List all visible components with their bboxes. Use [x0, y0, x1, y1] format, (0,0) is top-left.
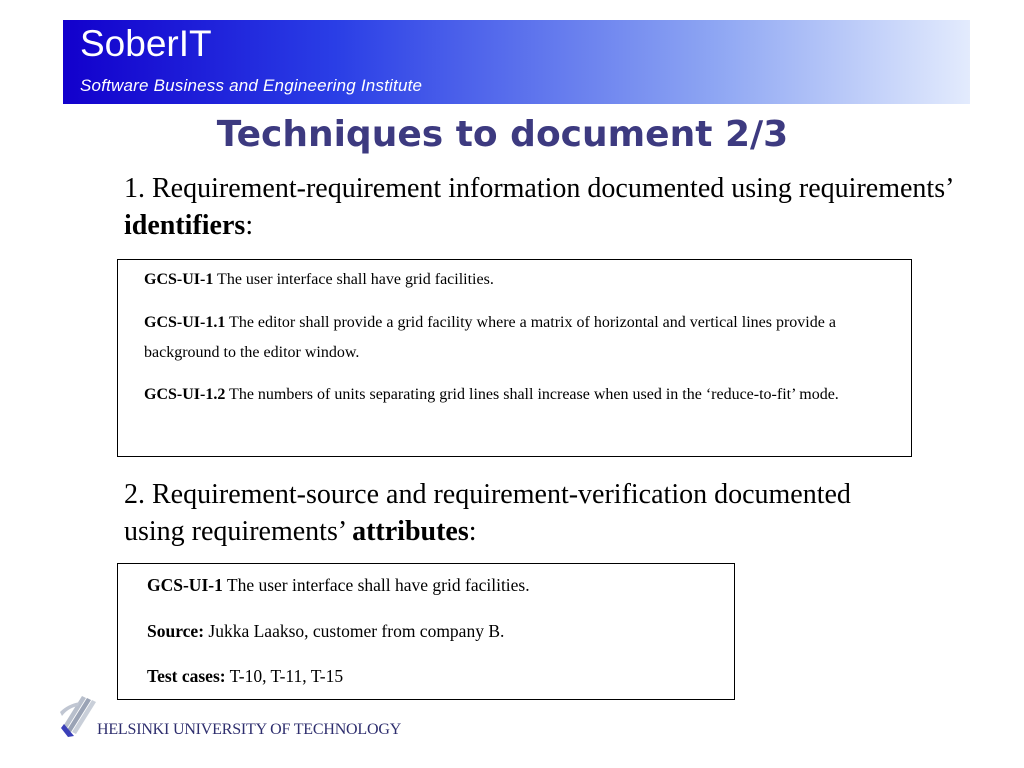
requirement-text: The editor shall provide a grid facility where a matrix of horizontal and vertical lines provide a background to the editor window. — [144, 314, 836, 361]
point-attributes — [124, 476, 884, 550]
attribute-row — [147, 574, 530, 596]
attribute-value: T-10, T-11, T-15 — [225, 666, 344, 686]
requirement-item — [144, 380, 860, 410]
requirement-item — [144, 308, 860, 368]
requirement-text: The user interface shall have grid facilities. — [213, 271, 494, 288]
requirement-text: The numbers of units separating grid lines shall increase when used in the ‘reduce-to-fit’ mode. — [225, 386, 839, 403]
point-text: 2. Requirement-source and requirement-verification documented using requirements’ — [124, 479, 851, 547]
banner-title: SoberIT — [80, 23, 212, 64]
attribute-value: Jukka Laakso, customer from company B. — [204, 621, 505, 641]
point-suffix: : — [468, 516, 477, 547]
requirement-id: GCS-UI-1.2 — [144, 386, 226, 403]
attribute-value: The user interface shall have grid facilities. — [222, 575, 530, 595]
attribute-row — [147, 665, 343, 687]
hut-logo-icon — [58, 690, 100, 738]
attribute-label: Test cases: — [147, 666, 226, 686]
identifiers-example-box — [117, 259, 912, 457]
point-text: 1. Requirement-requirement information documented using requirements’ — [124, 173, 953, 204]
header-banner — [63, 20, 970, 104]
footer-institution: HELSINKI UNIVERSITY OF TECHNOLOGY — [97, 721, 402, 738]
requirement-id: GCS-UI-1.1 — [144, 314, 226, 331]
requirement-item — [144, 265, 860, 295]
attribute-row — [147, 620, 504, 642]
point-suffix: : — [245, 210, 254, 241]
banner-subtitle: Software Business and Engineering Institute — [80, 76, 423, 95]
point-bold-term: identifiers — [124, 210, 246, 241]
attribute-label: Source: — [147, 621, 205, 641]
attribute-label: GCS-UI-1 — [147, 575, 223, 595]
requirement-id: GCS-UI-1 — [144, 271, 214, 288]
slide-title: Techniques to document 2/3 — [216, 114, 789, 155]
point-bold-term: attributes — [352, 516, 469, 547]
point-identifiers — [124, 170, 964, 244]
attributes-example-box — [117, 563, 735, 700]
